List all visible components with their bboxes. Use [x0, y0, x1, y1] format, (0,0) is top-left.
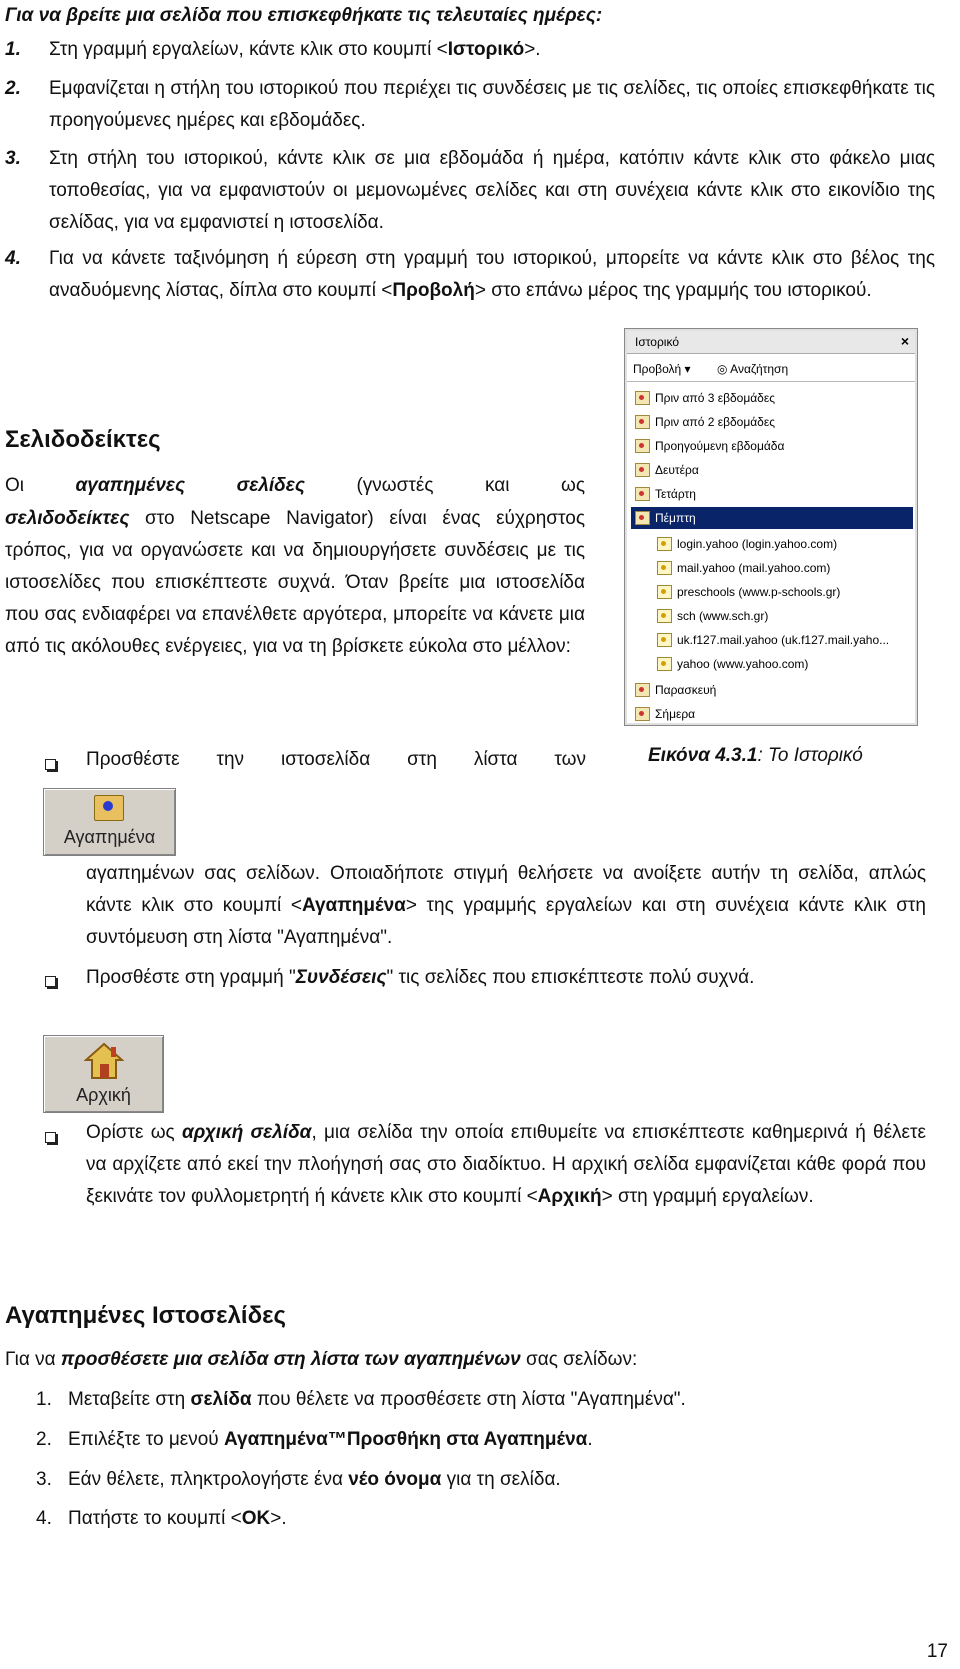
step-text: Εμφανίζεται η στήλη του ιστορικού που περιέχει τις συνδέσεις με τις σελίδες, τις οποίες επισκεφθήκατε τις προηγούμενες ημέρες και εβδομάδες.	[49, 78, 935, 131]
bullet-bold: Αγαπημένα	[301, 895, 406, 916]
history-item[interactable]	[631, 435, 913, 457]
bullet-3-text	[86, 1117, 926, 1213]
bullet-icon	[44, 758, 58, 772]
history-item-label: Παρασκευή	[655, 683, 717, 697]
intro-heading	[5, 0, 935, 32]
history-site-item[interactable]	[631, 557, 913, 579]
step-bold: νέο όνομα	[348, 1469, 442, 1490]
history-site-item[interactable]	[631, 533, 913, 555]
bullet-bold: Συνδέσεις	[295, 967, 387, 988]
home-icon	[84, 1042, 124, 1080]
history-item-label: Πέμπτη	[655, 511, 696, 525]
history-item-label: Τετάρτη	[655, 487, 696, 501]
favorites-intro	[5, 1344, 935, 1376]
step-number: 3.	[5, 148, 21, 169]
history-site-item[interactable]	[631, 605, 913, 627]
intro-step-3	[5, 143, 935, 239]
bullet-bold: αρχική σελίδα	[181, 1122, 312, 1143]
bullet-1-continuation	[86, 858, 926, 954]
search-icon: ◎	[717, 362, 728, 376]
bullet-text-end: > στη γραμμή εργαλείων.	[601, 1186, 814, 1207]
history-item-label: yahoo (www.yahoo.com)	[677, 657, 809, 671]
intro-step-2	[5, 73, 935, 137]
step-number: 4.	[5, 248, 21, 269]
history-item-selected[interactable]	[631, 507, 913, 529]
favorites-folder-icon	[94, 795, 124, 821]
close-icon[interactable]: ×	[900, 333, 909, 349]
bullet-icon	[44, 1131, 58, 1145]
calendar-icon	[635, 391, 650, 405]
step-number: 2.	[5, 78, 21, 99]
bookmarks-text: Οι	[5, 475, 24, 496]
history-tree	[631, 387, 913, 719]
step-bold: Ιστορικό	[447, 39, 525, 60]
favorites-toolbar-button[interactable]	[43, 788, 176, 856]
step-bold: σελίδα	[190, 1389, 252, 1410]
history-item-label: login.yahoo (login.yahoo.com)	[677, 537, 838, 551]
view-button-label: Προβολή	[633, 362, 682, 376]
favorites-text-end: σας σελίδων:	[520, 1349, 638, 1370]
step-text: Εάν θέλετε, πληκτρολογήστε ένα	[68, 1469, 349, 1490]
bullet-text: Ορίστε ως	[86, 1122, 182, 1143]
star-icon	[103, 801, 113, 811]
history-site-item[interactable]	[631, 581, 913, 603]
step-text-end: που θέλετε να προσθέσετε στη λίστα "Αγαπημένα".	[251, 1389, 686, 1410]
favorites-step-2	[36, 1424, 936, 1456]
folder-icon	[657, 537, 672, 551]
step-text: Για να κάνετε ταξινόμηση ή εύρεση στη γραμμή του ιστορικού, μπορείτε να κάντε κλικ στο βέλος της αναδυόμενης λίστας, δίπλα στο κουμπί <	[49, 248, 935, 301]
calendar-icon	[635, 463, 650, 477]
folder-icon	[657, 561, 672, 575]
favorites-step-1	[36, 1384, 936, 1416]
step-text-end: .	[587, 1429, 593, 1450]
bookmarks-term: αγαπημένες σελίδες	[75, 475, 305, 496]
favorites-heading: Αγαπημένες Ιστοσελίδες	[5, 1302, 287, 1329]
history-item-label: mail.yahoo (mail.yahoo.com)	[677, 561, 831, 575]
history-panel-figure	[624, 328, 918, 726]
favorites-step-4	[36, 1503, 936, 1535]
step-text: Πατήστε το κουμπί <	[68, 1508, 242, 1529]
history-titlebar	[627, 331, 915, 354]
step-text: Στη γραμμή εργαλείων, κάντε κλικ στο κουμπί <	[49, 39, 448, 60]
history-item[interactable]	[631, 387, 913, 409]
bookmarks-term: σελιδοδείκτες	[5, 508, 130, 529]
bullet-2-text	[86, 962, 946, 994]
history-item-label: Πριν από 3 εβδομάδες	[655, 391, 775, 405]
step-text: Στη στήλη του ιστορικού, κάντε κλικ σε μια εβδομάδα ή ημέρα, κατόπιν κάντε κλικ στο φάκελο μιας τοποθεσίας, για να εμφανιστούν οι μεμονωμένες σελίδες και στη συνέχεια κάντε κλικ στο εικονίδιο της σελίδας, για να εμφανιστεί η ιστοσελίδα.	[49, 148, 935, 233]
home-button-label: Αρχική	[76, 1085, 131, 1105]
bullet-bold: Αρχική	[537, 1186, 602, 1207]
step-text-end: >.	[270, 1508, 287, 1529]
favorites-step-3	[36, 1464, 936, 1496]
bullet-text: Προσθέστε στη γραμμή "	[86, 967, 296, 988]
history-item-label: sch (www.sch.gr)	[677, 609, 769, 623]
step-number: 1.	[36, 1389, 52, 1410]
history-item-label: Προηγούμενη εβδομάδα	[655, 439, 785, 453]
chevron-down-icon[interactable]: ▾	[684, 362, 691, 376]
favorites-text: Για να	[5, 1349, 61, 1370]
bookmarks-text: (γνωστές και ως	[304, 475, 585, 496]
step-bold: Προβολή	[392, 280, 475, 301]
caption-text: : Το Ιστορικό	[757, 745, 863, 766]
history-item-label: Δευτέρα	[655, 463, 699, 477]
history-site-item[interactable]	[631, 629, 913, 651]
history-item[interactable]	[631, 703, 913, 725]
bullet-text: αγαπημένων σας σελίδων. Οποιαδήποτε στιγμή θελήσετε να ανοίξετε αυτήν τη σελίδα, απλώς κάντε κλικ στο κουμπί <	[86, 863, 926, 916]
history-item[interactable]	[631, 459, 913, 481]
calendar-icon	[635, 683, 650, 697]
intro-step-4	[5, 243, 935, 307]
home-toolbar-button[interactable]	[43, 1035, 164, 1113]
bullet-text-end: > της γραμμής εργαλείων και στη συνέχεια κάντε κλικ στη συντόμευση στη λίστα "Αγαπημένα".	[86, 895, 926, 948]
favorites-button-label: Αγαπημένα	[63, 827, 156, 847]
folder-icon	[657, 609, 672, 623]
caption-number: Εικόνα 4.3.1	[648, 745, 758, 766]
search-button-label: Αναζήτηση	[730, 362, 789, 376]
search-button[interactable]	[717, 361, 788, 377]
bullet-1-text: Προσθέστε την ιστοσελίδα στη λίστα των	[86, 749, 586, 770]
bookmarks-paragraph	[5, 503, 585, 663]
calendar-icon	[635, 439, 650, 453]
calendar-icon	[635, 707, 650, 721]
step-text: Μεταβείτε στη	[68, 1389, 191, 1410]
folder-icon	[657, 657, 672, 671]
step-number: 1.	[5, 39, 21, 60]
step-bold: OK	[241, 1508, 271, 1529]
favorites-bold: προσθέσετε μια σελίδα στη λίστα των αγαπημένων	[60, 1349, 521, 1370]
step-text-end: > στο επάνω μέρος της γραμμής του ιστορικού.	[474, 280, 872, 301]
history-item-label: Σήμερα	[655, 707, 696, 721]
history-item[interactable]	[631, 483, 913, 505]
history-item-label: Πριν από 2 εβδομάδες	[655, 415, 775, 429]
calendar-icon	[635, 511, 650, 525]
bullet-text: , μια σελίδα την οποία επιθυμείτε να επισκέπτεστε καθημερινά ή θέλετε να αρχίζετε από εκεί την πλοήγησή σας στο διαδίκτυο. Η αρχική σελίδα εμφανίζεται κάθε φορά που ξεκινάτε τον φυλλομετρητή ή κάνετε κλικ στο κουμπί <	[86, 1122, 926, 1207]
page-number: 17	[926, 1641, 948, 1662]
bookmarks-paragraph-first-line	[5, 470, 585, 502]
history-item-label: uk.f127.mail.yahoo (uk.f127.mail.yaho...	[677, 633, 890, 647]
step-number: 4.	[36, 1508, 52, 1529]
history-site-item[interactable]	[631, 653, 913, 675]
figure-caption	[648, 740, 863, 772]
history-item[interactable]	[631, 679, 913, 701]
history-title: Ιστορικό	[635, 335, 680, 349]
view-button[interactable]	[633, 361, 691, 377]
step-number: 3.	[36, 1469, 52, 1490]
step-number: 2.	[36, 1429, 52, 1450]
folder-icon	[657, 633, 672, 647]
history-item[interactable]	[631, 411, 913, 433]
bullet-text-end: " τις σελίδες που επισκέπτεστε πολύ συχνά.	[386, 967, 755, 988]
step-text-end: για τη σελίδα.	[441, 1469, 561, 1490]
bullet-icon	[44, 975, 58, 989]
folder-icon	[657, 585, 672, 599]
intro-step-1	[5, 34, 935, 66]
bookmarks-heading: Σελιδοδείκτες	[5, 426, 161, 453]
step-text: Επιλέξτε το μενού	[68, 1429, 224, 1450]
bookmarks-text: στο Netscape Navigator) είναι ένας εύχρηστος τρόπος, για να οργανώσετε και να δημιουργήσετε συνδέσεις με τις ιστοσελίδες που επισκέπτεστε συχνά. Όταν βρείτε μια ιστοσελίδα που σας ενδιαφέρει να επανέλθετε αργότερα, μπορείτε να κάνετε μια από τις ακόλουθες ενέργειες, για να τη βρίσκετε εύκολα στο μέλλον:	[5, 508, 585, 657]
history-toolbar	[627, 357, 915, 382]
step-bold: Αγαπημένα™Προσθήκη στα Αγαπημένα	[223, 1429, 588, 1450]
calendar-icon	[635, 487, 650, 501]
step-text-end: >.	[524, 39, 541, 60]
history-item-label: preschools (www.p-schools.gr)	[677, 585, 841, 599]
calendar-icon	[635, 415, 650, 429]
intro-heading-text: Για να βρείτε μια σελίδα που επισκεφθήκατε τις τελευταίες ημέρες:	[5, 5, 603, 26]
